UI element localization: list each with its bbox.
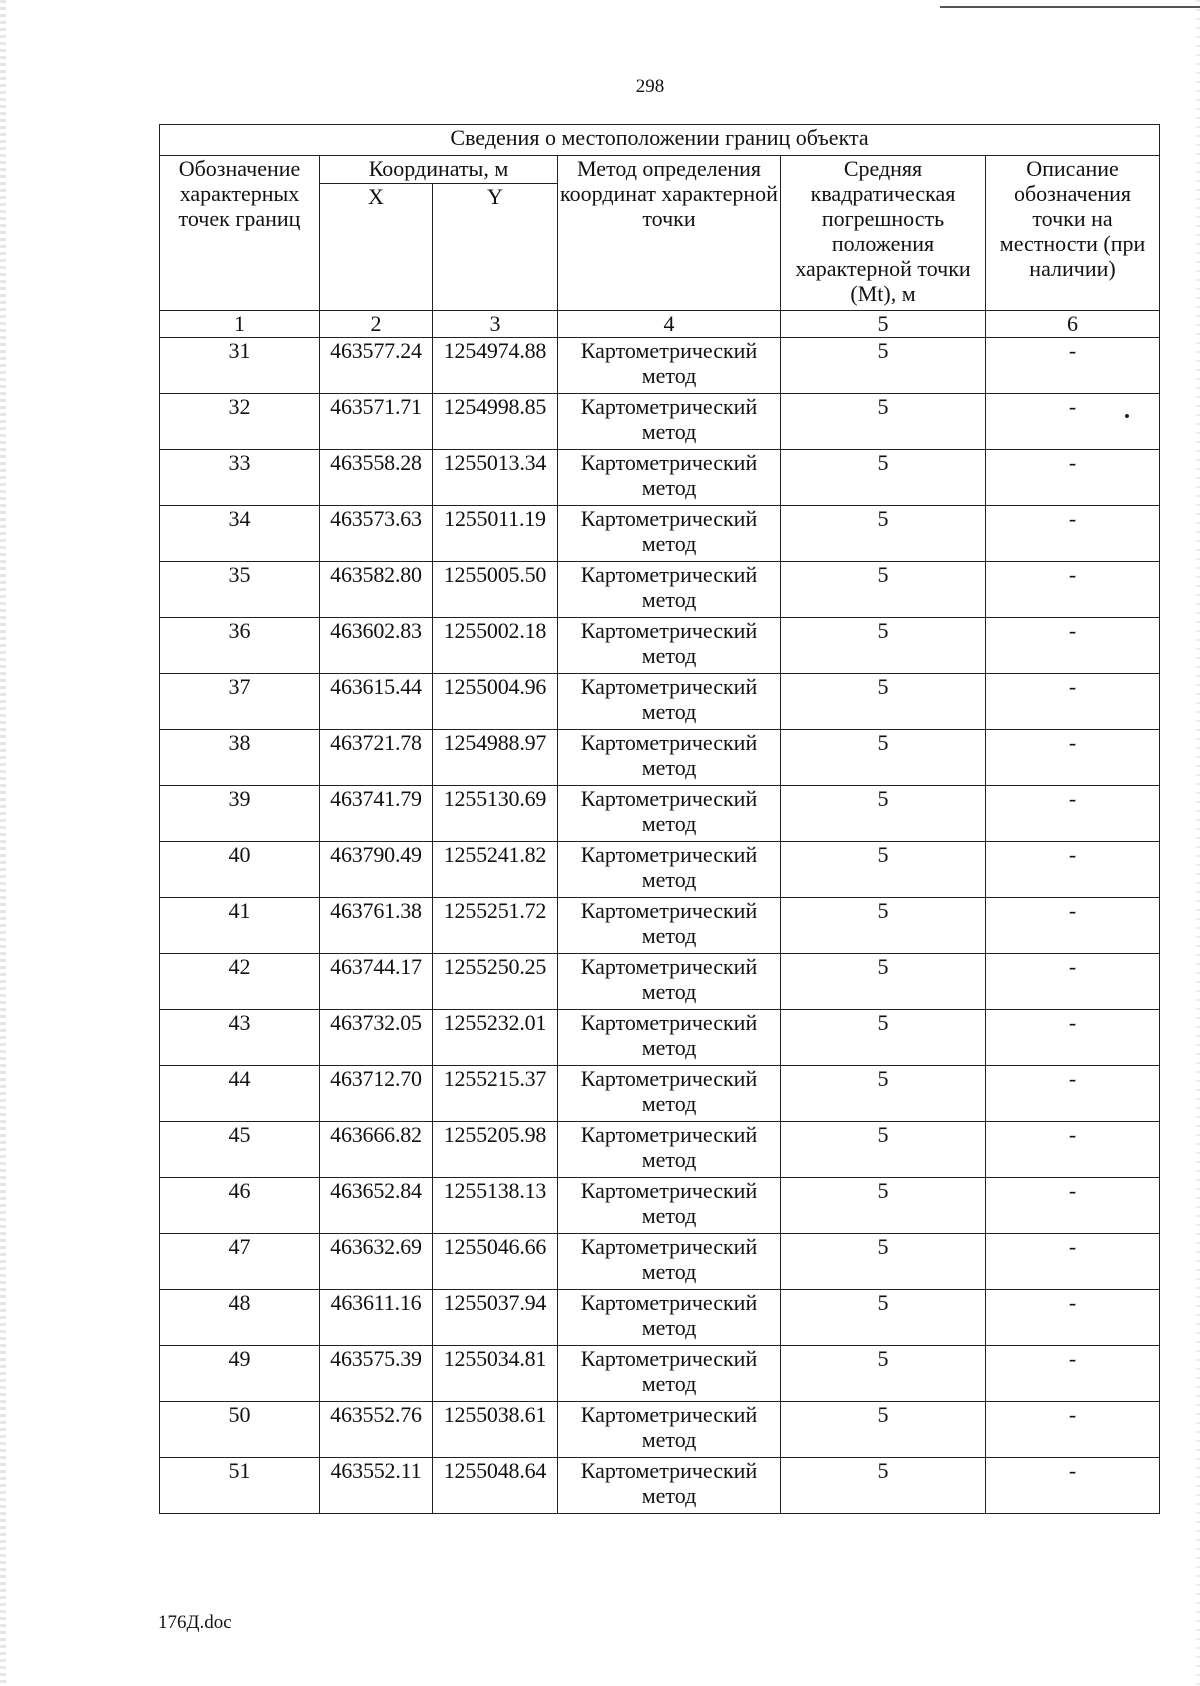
cell-mean-error: 5 — [781, 730, 986, 786]
cell-y: 1255011.19 — [433, 506, 558, 562]
header-mean-error: Средняя квадратическая погрешность положения характерной точки (Mt), м — [781, 156, 986, 311]
cell-method: Картометрический метод — [558, 338, 781, 394]
header-x: X — [320, 184, 433, 311]
cell-y: 1255138.13 — [433, 1178, 558, 1234]
cell-description: - — [986, 954, 1160, 1010]
cell-mean-error: 5 — [781, 1178, 986, 1234]
cell-mean-error: 5 — [781, 786, 986, 842]
cell-method: Картометрический метод — [558, 1066, 781, 1122]
cell-y: 1255205.98 — [433, 1122, 558, 1178]
cell-y: 1255215.37 — [433, 1066, 558, 1122]
cell-point-number: 50 — [160, 1402, 320, 1458]
footer-file-name: 176Д.doc — [158, 1612, 232, 1633]
cell-description: - — [986, 674, 1160, 730]
table-row — [160, 1178, 1160, 1234]
cell-x: 463761.38 — [320, 898, 433, 954]
scan-edge-right — [1196, 0, 1200, 1686]
cell-mean-error: 5 — [781, 1010, 986, 1066]
cell-point-number: 42 — [160, 954, 320, 1010]
cell-description: - — [986, 1346, 1160, 1402]
cell-y: 1255002.18 — [433, 618, 558, 674]
cell-mean-error: 5 — [781, 1402, 986, 1458]
table-row — [160, 506, 1160, 562]
table-title: Сведения о местоположении границ объекта — [160, 125, 1160, 156]
table-row — [160, 338, 1160, 394]
header-coordinates: Координаты, м — [320, 156, 558, 184]
cell-mean-error: 5 — [781, 338, 986, 394]
cell-y: 1254998.85 — [433, 394, 558, 450]
cell-method: Картометрический метод — [558, 1402, 781, 1458]
cell-y: 1255241.82 — [433, 842, 558, 898]
cell-description: - — [986, 1458, 1160, 1514]
cell-point-number: 47 — [160, 1234, 320, 1290]
column-number: 1 — [160, 311, 320, 338]
cell-y: 1255232.01 — [433, 1010, 558, 1066]
cell-x: 463732.05 — [320, 1010, 433, 1066]
cell-method: Картометрический метод — [558, 1178, 781, 1234]
cell-x: 463652.84 — [320, 1178, 433, 1234]
cell-point-number: 41 — [160, 898, 320, 954]
cell-mean-error: 5 — [781, 618, 986, 674]
cell-description: - — [986, 394, 1160, 450]
cell-description: - — [986, 1066, 1160, 1122]
cell-mean-error: 5 — [781, 1066, 986, 1122]
table-row — [160, 1010, 1160, 1066]
cell-x: 463582.80 — [320, 562, 433, 618]
column-number: 3 — [433, 311, 558, 338]
cell-description: - — [986, 506, 1160, 562]
table-row — [160, 674, 1160, 730]
cell-y: 1254974.88 — [433, 338, 558, 394]
cell-mean-error: 5 — [781, 954, 986, 1010]
header-method: Метод определения координат характерной точки — [558, 156, 781, 311]
cell-x: 463558.28 — [320, 450, 433, 506]
cell-method: Картометрический метод — [558, 1290, 781, 1346]
table-row — [160, 786, 1160, 842]
cell-y: 1255005.50 — [433, 562, 558, 618]
cell-y: 1254988.97 — [433, 730, 558, 786]
cell-x: 463552.11 — [320, 1458, 433, 1514]
header-description: Описание обозначения точки на местности (при наличии) — [986, 156, 1160, 311]
cell-point-number: 45 — [160, 1122, 320, 1178]
table-row — [160, 730, 1160, 786]
table-row — [160, 1234, 1160, 1290]
cell-description: - — [986, 1178, 1160, 1234]
cell-y: 1255130.69 — [433, 786, 558, 842]
cell-point-number: 46 — [160, 1178, 320, 1234]
cell-description: - — [986, 1122, 1160, 1178]
cell-method: Картометрический метод — [558, 1458, 781, 1514]
table-row — [160, 842, 1160, 898]
cell-y: 1255038.61 — [433, 1402, 558, 1458]
cell-mean-error: 5 — [781, 1234, 986, 1290]
cell-mean-error: 5 — [781, 898, 986, 954]
cell-point-number: 51 — [160, 1458, 320, 1514]
cell-x: 463571.71 — [320, 394, 433, 450]
cell-y: 1255004.96 — [433, 674, 558, 730]
cell-point-number: 40 — [160, 842, 320, 898]
cell-mean-error: 5 — [781, 450, 986, 506]
cell-y: 1255046.66 — [433, 1234, 558, 1290]
cell-x: 463577.24 — [320, 338, 433, 394]
cell-description: - — [986, 898, 1160, 954]
cell-method: Картометрический метод — [558, 674, 781, 730]
cell-point-number: 38 — [160, 730, 320, 786]
boundary-table — [159, 124, 1160, 1514]
cell-point-number: 35 — [160, 562, 320, 618]
cell-x: 463615.44 — [320, 674, 433, 730]
cell-point-number: 31 — [160, 338, 320, 394]
cell-x: 463666.82 — [320, 1122, 433, 1178]
cell-mean-error: 5 — [781, 506, 986, 562]
cell-description: - — [986, 1290, 1160, 1346]
table-row — [160, 1346, 1160, 1402]
column-number: 5 — [781, 311, 986, 338]
cell-y: 1255034.81 — [433, 1346, 558, 1402]
cell-mean-error: 5 — [781, 1458, 986, 1514]
cell-mean-error: 5 — [781, 1346, 986, 1402]
table-row — [160, 954, 1160, 1010]
cell-method: Картометрический метод — [558, 898, 781, 954]
table-row — [160, 898, 1160, 954]
cell-x: 463741.79 — [320, 786, 433, 842]
header-point-designation: Обозначение характерных точек границ — [160, 156, 320, 311]
cell-y: 1255048.64 — [433, 1458, 558, 1514]
cell-mean-error: 5 — [781, 562, 986, 618]
cell-method: Картометрический метод — [558, 1234, 781, 1290]
cell-description: - — [986, 842, 1160, 898]
cell-y: 1255250.25 — [433, 954, 558, 1010]
cell-point-number: 32 — [160, 394, 320, 450]
cell-method: Картометрический метод — [558, 842, 781, 898]
cell-point-number: 37 — [160, 674, 320, 730]
column-number: 4 — [558, 311, 781, 338]
cell-x: 463721.78 — [320, 730, 433, 786]
table-row — [160, 1122, 1160, 1178]
cell-description: - — [986, 1010, 1160, 1066]
cell-description: - — [986, 730, 1160, 786]
cell-point-number: 48 — [160, 1290, 320, 1346]
table-row — [160, 394, 1160, 450]
cell-point-number: 43 — [160, 1010, 320, 1066]
table-row — [160, 1402, 1160, 1458]
scan-edge-left — [0, 0, 6, 1686]
cell-y: 1255037.94 — [433, 1290, 558, 1346]
top-rule — [940, 6, 1200, 8]
cell-point-number: 39 — [160, 786, 320, 842]
table-row — [160, 618, 1160, 674]
cell-method: Картометрический метод — [558, 506, 781, 562]
cell-mean-error: 5 — [781, 842, 986, 898]
cell-description: - — [986, 562, 1160, 618]
cell-x: 463744.17 — [320, 954, 433, 1010]
cell-y: 1255251.72 — [433, 898, 558, 954]
table-row — [160, 1290, 1160, 1346]
cell-description: - — [986, 786, 1160, 842]
cell-mean-error: 5 — [781, 394, 986, 450]
cell-description: - — [986, 338, 1160, 394]
scan-speck — [1125, 414, 1129, 418]
cell-point-number: 36 — [160, 618, 320, 674]
cell-method: Картометрический метод — [558, 562, 781, 618]
cell-method: Картометрический метод — [558, 394, 781, 450]
cell-y: 1255013.34 — [433, 450, 558, 506]
cell-x: 463712.70 — [320, 1066, 433, 1122]
cell-point-number: 33 — [160, 450, 320, 506]
column-number: 2 — [320, 311, 433, 338]
cell-method: Картометрический метод — [558, 786, 781, 842]
cell-x: 463632.69 — [320, 1234, 433, 1290]
header-y: Y — [433, 184, 558, 311]
cell-x: 463552.76 — [320, 1402, 433, 1458]
cell-mean-error: 5 — [781, 1290, 986, 1346]
cell-x: 463575.39 — [320, 1346, 433, 1402]
cell-method: Картометрический метод — [558, 1010, 781, 1066]
cell-method: Картометрический метод — [558, 618, 781, 674]
table-row — [160, 1458, 1160, 1514]
table-row — [160, 450, 1160, 506]
cell-x: 463602.83 — [320, 618, 433, 674]
cell-method: Картометрический метод — [558, 1122, 781, 1178]
table-row — [160, 562, 1160, 618]
cell-method: Картометрический метод — [558, 1346, 781, 1402]
cell-x: 463790.49 — [320, 842, 433, 898]
cell-x: 463611.16 — [320, 1290, 433, 1346]
cell-point-number: 49 — [160, 1346, 320, 1402]
cell-description: - — [986, 1402, 1160, 1458]
cell-point-number: 34 — [160, 506, 320, 562]
column-number-row — [160, 311, 1160, 338]
page-number: 298 — [635, 76, 665, 97]
cell-description: - — [986, 450, 1160, 506]
cell-mean-error: 5 — [781, 674, 986, 730]
table-row — [160, 1066, 1160, 1122]
cell-method: Картометрический метод — [558, 450, 781, 506]
cell-point-number: 44 — [160, 1066, 320, 1122]
cell-description: - — [986, 618, 1160, 674]
cell-mean-error: 5 — [781, 1122, 986, 1178]
cell-description: - — [986, 1234, 1160, 1290]
cell-method: Картометрический метод — [558, 954, 781, 1010]
cell-x: 463573.63 — [320, 506, 433, 562]
cell-method: Картометрический метод — [558, 730, 781, 786]
column-number: 6 — [986, 311, 1160, 338]
